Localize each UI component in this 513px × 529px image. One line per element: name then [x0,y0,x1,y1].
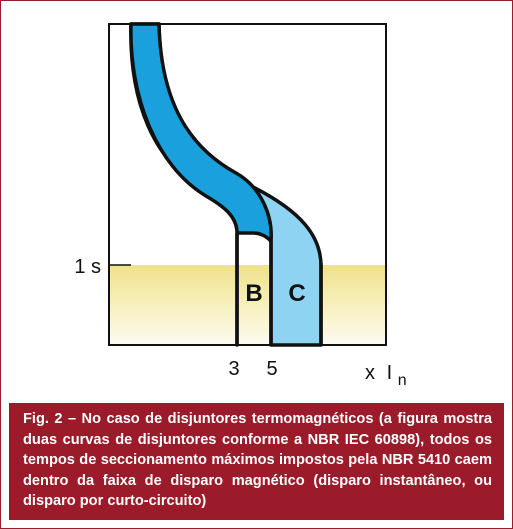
x-axis-label-x: x [365,362,375,384]
x-tick-label-5: 5 [266,358,278,380]
y-tick-label: 1 s [74,256,101,278]
x-axis-label-i: I [386,362,393,384]
curve-c-label: C [288,280,306,307]
curve-b-label: B [245,280,263,307]
trip-curve-diagram [1,1,512,401]
caption-box [9,403,504,520]
x-axis-label-n: n [397,372,407,389]
x-axis-label [365,362,407,389]
x-tick-label-3: 3 [228,358,240,380]
figure-caption: Fig. 2 – No caso de disjuntores termomagnéticos (a figura mostra duas curvas de disjuntores conforme a NBR IEC 60898), todos os tempos de seccionamento máximos impostos pela NBR 5410 caem dentro da faixa de disparo magnético (disparo instantâneo, ou disparo por curto-circuito) [23,411,492,509]
